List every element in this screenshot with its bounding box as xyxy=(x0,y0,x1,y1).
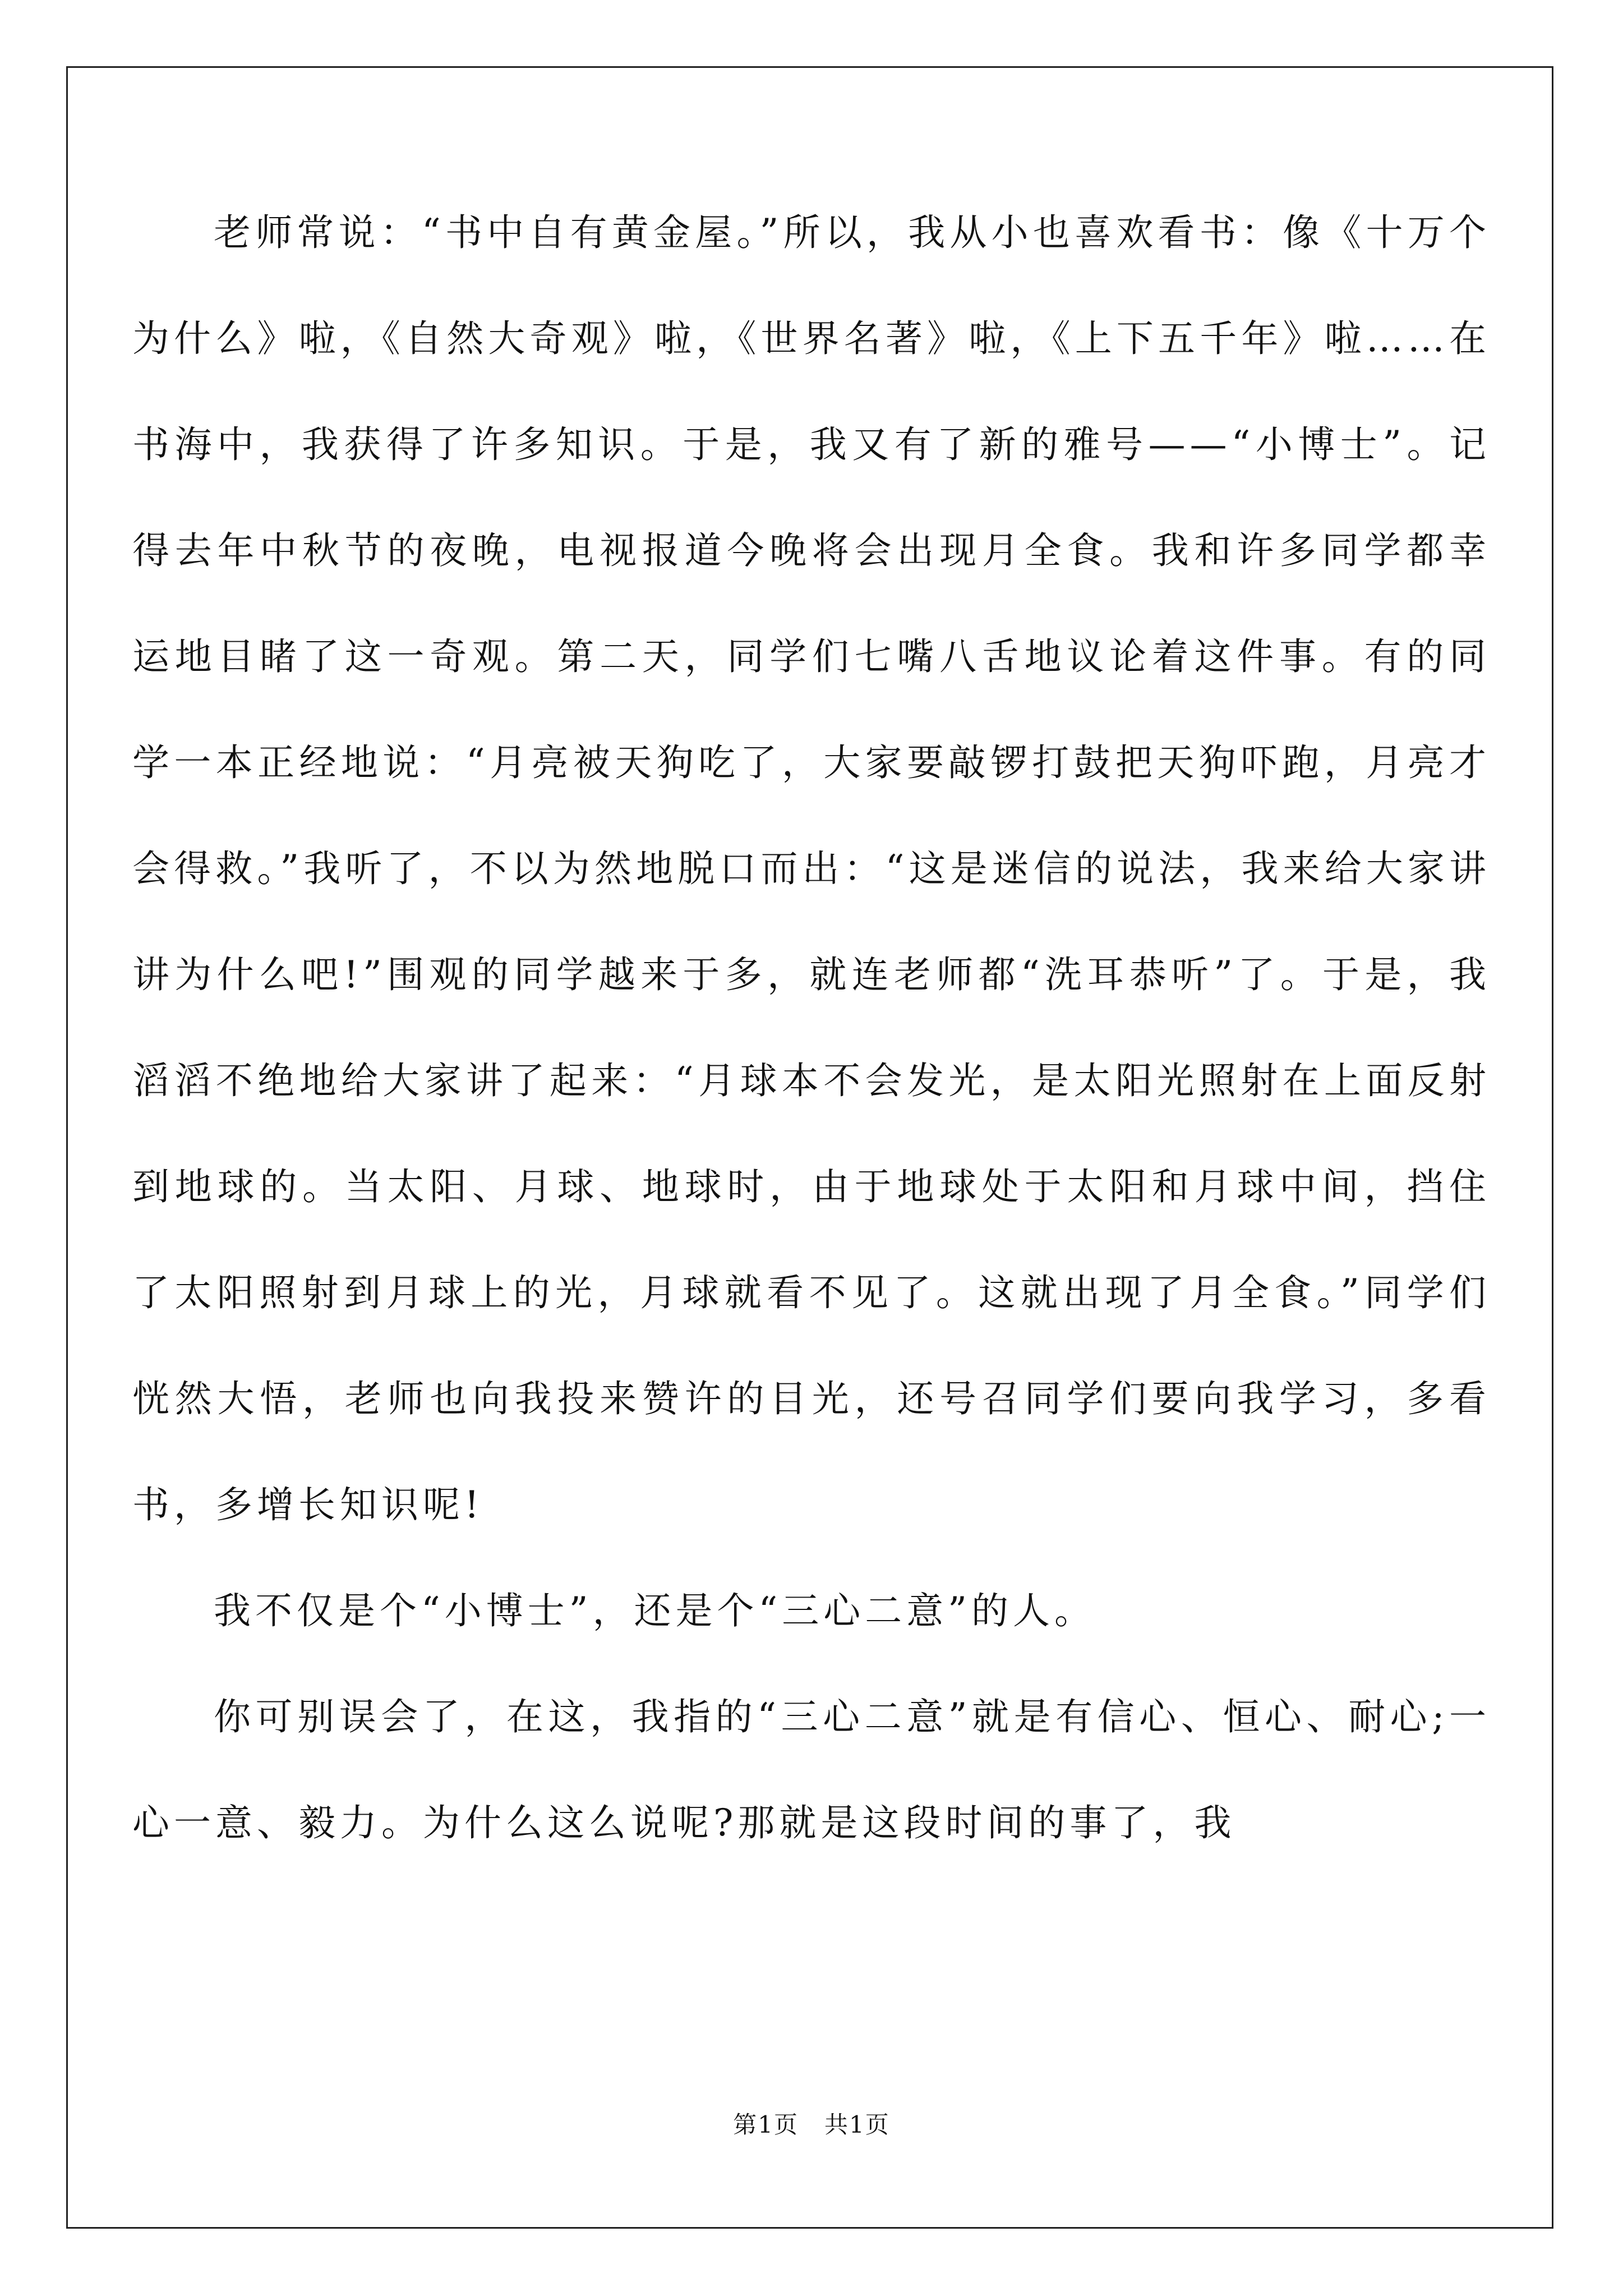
document-body xyxy=(132,6,1491,1876)
paragraph-2: 我不仅是个“小博士”，还是个“三心二意”的人。 xyxy=(214,1589,1096,1632)
paragraph-3: 你可别误会了，在这，我指的“三心二意”就是有信心、恒心、耐心;一心一意、毅力。为什么这么说呢?那就是这段时间的事了，我 xyxy=(132,1695,1491,1844)
page-footer: 第1页 共1页 xyxy=(733,2111,890,2138)
paragraph-1: 老师常说：“书中自有黄金屋。”所以，我从小也喜欢看书：像《十万个为什么》啦，《自然大奇观》啦，《世界名著》啦，《上下五千年》啦……在书海中，我获得了许多知识。于是，我又有了新的雅号——“小博士”。记得去年中秋节的夜晚，电视报道今晚将会出现月全食。我和许多同学都幸运地目睹了这一奇观。第二天，同学们七嘴八舌地议论着这件事。有的同学一本正经地说：“月亮被天狗吃了，大家要敲锣打鼓把天狗吓跑，月亮才会得救。”我听了，不以为然地脱口而出：“这是迷信的说法，我来给大家讲讲为什么吧!”围观的同学越来于多，就连老师都“洗耳恭听”了。于是，我滔滔不绝地给大家讲了起来：“月球本不会发光，是太阳光照射在上面反射到地球的。当太阳、月球、地球时，由于地球处于太阳和月球中间，挡住了太阳照射到月球上的光，月球就看不见了。这就出现了月全食。”同学们恍然大悟，老师也向我投来赞许的目光，还号召同学们要向我学习，多看书，多增长知识呢! xyxy=(132,211,1491,1526)
